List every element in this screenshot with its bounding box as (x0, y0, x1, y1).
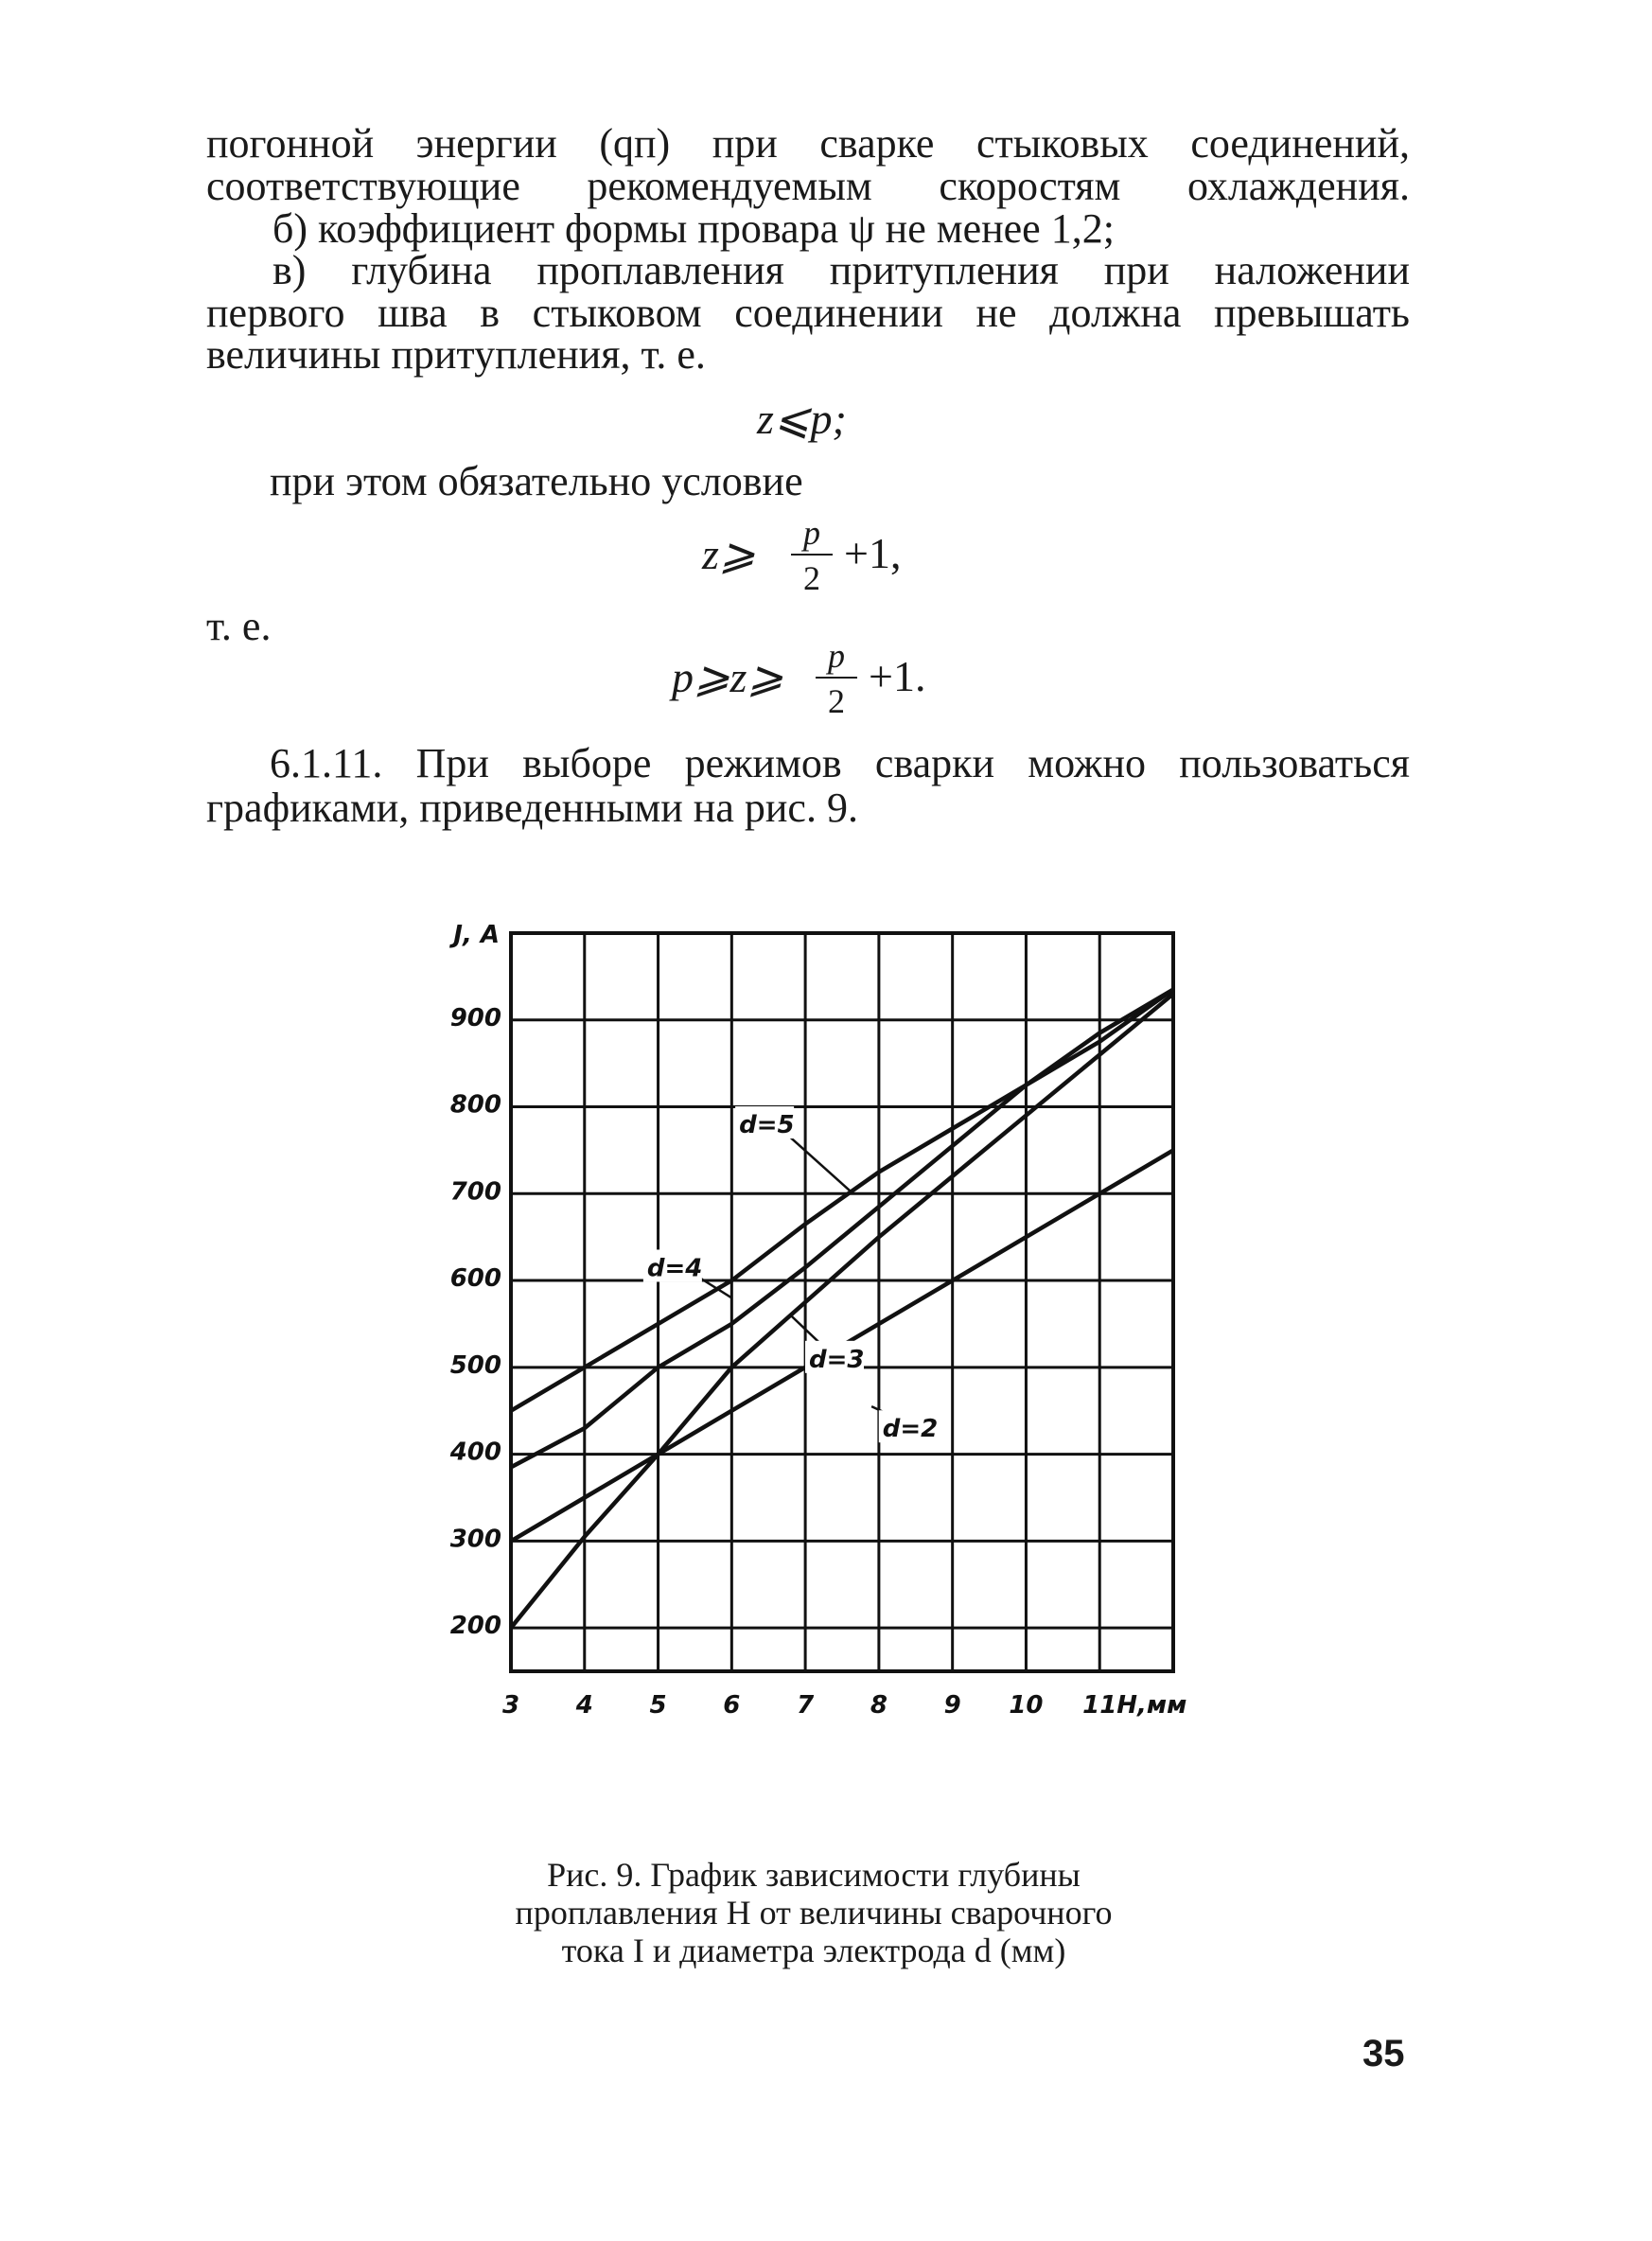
figure-caption-line: Рис. 9. График зависимости глубины (547, 1856, 1081, 1894)
formula-3-left: p⩾z⩾ (672, 653, 783, 701)
fraction-denominator: 2 (803, 559, 820, 597)
y-tick-label: 400 (449, 1438, 501, 1467)
paragraph-line: погонной энергии (qп) при сварке стыковых соединений, (206, 120, 1410, 167)
formula-3-right: +1. (869, 652, 926, 700)
x-tick-label: 10 (1009, 1691, 1044, 1720)
chart-penetration-depth (435, 909, 1192, 1779)
y-tick-label: 200 (449, 1612, 501, 1641)
x-tick-label: 9 (943, 1691, 961, 1720)
series-label: d=2 (882, 1415, 939, 1444)
chart-labels (448, 921, 1186, 1720)
y-tick-label: 800 (449, 1090, 501, 1120)
formula-2-right: +1, (844, 529, 902, 577)
paragraph-line: т. е. (206, 603, 272, 649)
x-tick-label: 4 (575, 1691, 593, 1720)
list-item-b: б) коэффициент формы провара ψ не менее 1,2; (272, 205, 1115, 252)
paragraph-line: соответствующие рекомендуемым скоростям охлаждения. (206, 163, 1410, 209)
y-tick-label: 300 (449, 1525, 501, 1554)
figure-caption-line: тока I и диаметра электрода d (мм) (561, 1932, 1066, 1969)
x-tick-label: 7 (797, 1691, 815, 1720)
y-tick-label: 500 (449, 1350, 501, 1380)
y-tick-label: 900 (449, 1003, 501, 1032)
series-line-d=3 (511, 994, 1173, 1628)
formula-2-left: z⩾ (702, 530, 756, 578)
paragraph-line: первого шва в стыковом соединении не должна превышать (206, 290, 1410, 336)
x-axis-label: H,мм (1116, 1691, 1187, 1720)
x-tick-label: 3 (501, 1691, 520, 1720)
fraction-denominator: 2 (828, 682, 845, 720)
section-6-1-11: 6.1.11. При выборе режимов сварки можно пользоваться (270, 740, 1410, 786)
y-axis-label: J, A (453, 921, 500, 949)
paragraph-line: при этом обязательно условие (270, 458, 803, 504)
fraction-numerator: p (803, 514, 820, 552)
x-tick-label: 6 (723, 1691, 741, 1720)
series-label: d=3 (809, 1345, 865, 1374)
paragraph-line: графиками, приведенными на рис. 9. (206, 785, 858, 831)
chart-grid (511, 933, 1173, 1671)
fraction-numerator: p (828, 637, 845, 675)
series-line-d=4 (511, 990, 1173, 1468)
list-item-v: в) глубина проплавления притупления при наложении (272, 247, 1410, 293)
y-tick-label: 700 (449, 1177, 501, 1207)
x-tick-label: 11 (1082, 1691, 1117, 1720)
x-tick-label: 8 (870, 1691, 888, 1720)
fraction-bar (791, 554, 833, 556)
y-tick-label: 600 (449, 1264, 501, 1294)
chart-series (511, 990, 1173, 1629)
fraction-bar (816, 677, 857, 679)
x-tick-label: 5 (649, 1691, 667, 1720)
figure-caption-line: проплавления H от величины сварочного (515, 1894, 1113, 1932)
paragraph-line: величины притупления, т. е. (206, 331, 706, 378)
page-number: 35 (1362, 2033, 1405, 2074)
chart-frame (511, 933, 1173, 1671)
series-label: d=5 (739, 1111, 795, 1140)
formula-z-le-p: z⩽p; (757, 395, 847, 443)
series-label: d=4 (646, 1254, 703, 1283)
